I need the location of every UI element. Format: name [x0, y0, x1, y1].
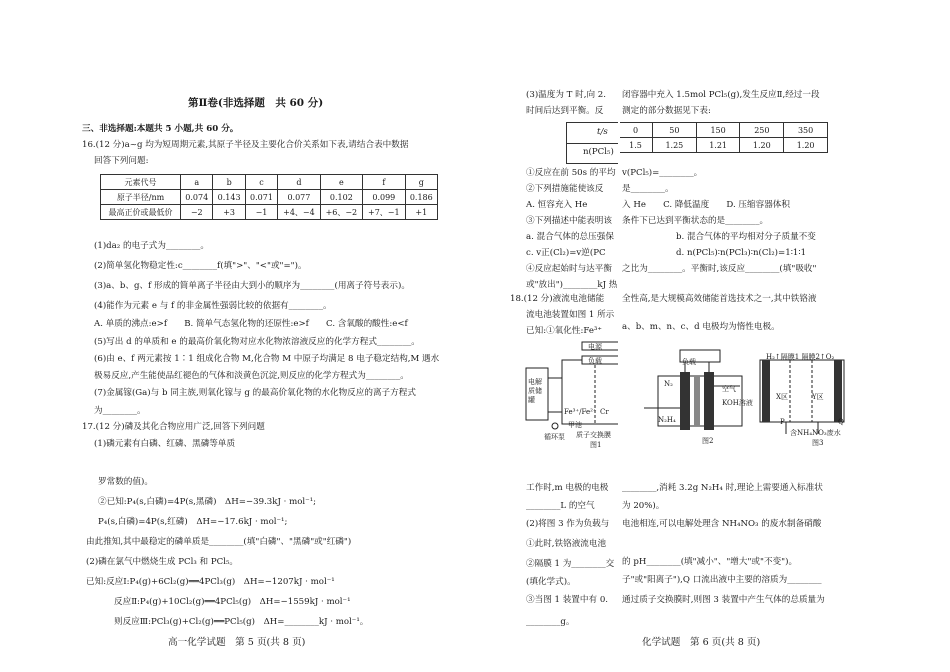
table-header-row: [101, 175, 438, 190]
table-row-moles: [620, 138, 828, 153]
time-header: t/s: [597, 127, 608, 137]
table-cell: d: [278, 175, 320, 190]
q18-part2: (2)将图 3 作为负载与: [526, 519, 610, 529]
q18-part2-sub2: ②隔膜 1 为________交: [526, 559, 615, 569]
time-table-right: [620, 122, 828, 153]
q16-intro-line1: 16.(12 分)a~g 均为短周期元素,其原子半径及主要化合价关系如下表,请结合表中数据: [82, 140, 409, 150]
table-cell: 350: [784, 123, 828, 138]
footer-page5: 高一化学试题 第 5 页(共 8 页): [168, 637, 306, 647]
table-cell: 150: [696, 123, 740, 138]
table-cell: 250: [740, 123, 784, 138]
table-cell: −2: [181, 205, 213, 220]
table-cell: g: [405, 175, 437, 190]
q17-3-sub1: ①反应在前 50s 的平均: [526, 168, 616, 178]
q17-3-sub4: ④反应起始时与达平衡: [526, 264, 612, 274]
table-cell: +4、−4: [278, 205, 320, 220]
table-cell: 原子半径/nm: [101, 190, 181, 205]
reaction-one: 已知:反应Ⅰ:P₄(g)+6Cl₂(g)══4PCl₃(g) ΔH=−1207kJ · mol⁻¹: [86, 577, 335, 587]
q18-right-line2: a、b、m、n、c、d 电极均为惰性电极。: [622, 322, 780, 332]
footer-page6: 化学试题 第 6 页(共 8 页): [642, 637, 761, 648]
left-page-bottom: [84, 461, 456, 647]
fig3-x-region: X区: [776, 393, 788, 401]
fig2-load-label: 负载: [682, 358, 696, 366]
fig1-membrane-label: 质子交换膜: [576, 431, 611, 439]
left-page-top: [80, 88, 458, 450]
table-cell: b: [213, 175, 245, 190]
time-table-left: [566, 122, 618, 164]
q17-3-right-line2: 测定的部分数据见下表:: [622, 106, 711, 116]
q17-3-opt-c: c. v正(Cl₂)=v逆(PC: [526, 248, 606, 258]
fig1-power-label: 电源: [588, 343, 602, 351]
continued-line: 罗常数的值)。: [98, 477, 153, 487]
fig2-n2-label: N₂: [664, 380, 673, 388]
q18-air-volume: ________L 的空气: [526, 501, 595, 511]
fig2-caption: 图2: [702, 437, 714, 445]
table-cell: e: [320, 175, 362, 190]
q18-intro-line3: 已知:①氧化性:Fe³⁺: [526, 326, 602, 336]
fig3-waste-label: 含NH₄NO₃废水: [790, 429, 841, 437]
table-cell: 0.143: [213, 190, 245, 205]
fig1-load-label: 负载: [588, 357, 602, 365]
q18-consume-line: ________,消耗 3.2g N₂H₄ 时,理论上需要通入标准状: [622, 483, 823, 493]
black-phosphorus-equation: ②已知:P₄(s,白磷)=4P(s,黑磷) ΔH=−39.3kJ · mol⁻¹;: [98, 497, 317, 507]
fig3-caption: 图3: [812, 439, 824, 447]
table-cell: 0.077: [278, 190, 320, 205]
section-title: 第Ⅱ卷(非选择题 共 60 分): [188, 97, 324, 109]
q16-part5: (5)写出 d 的单质和 e 的最高价氧化物对应水化物浓溶液反应的化学方程式________。: [94, 337, 420, 347]
option-d: d. n(PCl₅)∶n(PCl₃)∶n(Cl₂)=1∶1∶1: [676, 248, 807, 258]
fig1-caption: 图1: [590, 441, 602, 449]
fig2-air-label: 空气: [722, 385, 736, 393]
rate-answer: v(PCl₅)=________。: [622, 168, 703, 178]
reaction-three: 则反应Ⅲ:PCl₃(g)+Cl₂(g)══PCl₅(g) ΔH=________kJ · mol⁻¹。: [114, 617, 369, 627]
reaction-two: 反应Ⅱ:P₄(g)+10Cl₂(g)══4PCl₅(g) ΔH=−1559kJ · mol⁻¹: [114, 597, 351, 607]
q17-part3-line2: 时间后达到平衡。反: [526, 106, 604, 116]
table-row-valence: [101, 205, 438, 220]
q17-part2: (2)磷在氯气中燃烧生成 PCl₃ 和 PCl₅。: [86, 557, 239, 567]
option-b: b. 混合气体的平均相对分子质量不变: [676, 232, 816, 242]
fig3-membrane-labels: H₂↑隔膜1 隔膜2↑O₂: [766, 353, 835, 361]
table-cell: a: [181, 175, 213, 190]
q16-part6-line2: 极易反应,产生能使品红褪色的气体和淡黄色沉淀,则反应的化学方程式为________。: [94, 371, 409, 381]
q16-part4-options: A. 单质的沸点:e>f B. 简单气态氢化物的还原性:e>f C. 含氧酸的酸性:e<f: [94, 319, 408, 329]
right-column-top: [620, 88, 880, 450]
npcl5-header: n(PCl₅): [583, 147, 614, 157]
q17-intro: 17.(12 分)磷及其化合物应用广泛,回答下列问题: [82, 422, 265, 432]
table-cell: 0.071: [245, 190, 277, 205]
table-cell: 1.20: [784, 138, 828, 153]
equilibrium-question: 条件下已达到平衡状态的是________。: [622, 216, 769, 226]
q16-part4: (4)能作为元素 e 与 f 的非金属性强弱比较的依据有________。: [94, 301, 332, 311]
table-cell: 0: [620, 123, 653, 138]
q18-percent-line: 为 20%)。: [622, 501, 665, 511]
table-cell: 1.25: [653, 138, 697, 153]
q18-ph-line: 的 pH________(填"减小"、"增大"或"不变")。: [622, 557, 798, 567]
q18-intro-line2: 流电池装置如图 1 所示: [526, 310, 615, 320]
table-row-radius: [101, 190, 438, 205]
fig2-n2h4-label: N₂H₄: [658, 416, 676, 424]
q17-3-sub2: ②下列措施能使该反: [526, 184, 604, 194]
table-row-time: [620, 123, 828, 138]
q18-electrolysis-line: 电池相连,可以电解处理含 NH₄NO₃ 的废水制备硝酸: [622, 519, 822, 529]
q16-part7-line1: (7)金属镓(Ga)与 b 同主族,则氧化镓与 g 的最高价氧化物的水化物反应的离子方程式: [94, 388, 416, 398]
q17-3-sub4-cont: 或"放出")________kJ 热: [526, 280, 618, 290]
table-cell: 0.102: [320, 190, 362, 205]
q16-part3: (3)a、b、g、f 形成的简单离子半径由大到小的顺序为________(用离子符号表示)。: [94, 281, 410, 291]
table-cell: 0.074: [181, 190, 213, 205]
table-cell: +6、−2: [320, 205, 362, 220]
fig1-tank-label: 电解质储罐: [528, 378, 542, 404]
middle-column-top: [508, 88, 618, 450]
table-cell: 50: [653, 123, 697, 138]
fig1-pump-label: 循环泵: [544, 433, 565, 441]
q18-part2-sub2-cont: (填化学式)。: [526, 577, 576, 587]
q16-part2: (2)简单氢化物稳定性:c________f(填">"、"<"或"=")。: [94, 261, 307, 271]
table-cell: 最高正价或最低价: [101, 205, 181, 220]
table-cell: 0.099: [363, 190, 405, 205]
q18-gas-mass-line: 通过质子交换膜时,则图 3 装置中产生气体的总质量为: [622, 595, 825, 605]
table-cell: 0.186: [405, 190, 437, 205]
table-cell: f: [363, 175, 405, 190]
options-bcd: 入 He C. 降低温度 D. 压缩容器体积: [622, 200, 790, 210]
q16-part1: (1)da₂ 的电子式为________。: [94, 241, 209, 251]
table-cell: +3: [213, 205, 245, 220]
fig3-q-label: Q: [838, 418, 844, 426]
fig3-p-label: P: [780, 418, 785, 426]
q18-work-line: 工作时,m 电极的电极: [526, 483, 609, 493]
q18-answer-blank: ________g。: [526, 617, 575, 627]
part-three-heading: 三、非选择题:本题共 5 小题,共 60 分。: [82, 124, 239, 134]
middle-column-bottom: [510, 461, 618, 617]
table-cell: 1.5: [620, 138, 653, 153]
ratio-question: 之比为________。平衡时,该反应________(填"吸收": [622, 264, 817, 274]
q17-3-right-line1: 闭容器中充入 1.5mol PCl₅(g),发生反应Ⅱ,经过一段: [622, 90, 820, 100]
table-cell: 元素代号: [101, 175, 181, 190]
right-column-bottom: [620, 461, 876, 651]
fig1-cr-label: Cr: [600, 408, 609, 416]
q17-3-sub3: ③下列描述中能表明该: [526, 216, 612, 226]
q17-part1: (1)磷元素有白磷、红磷、黑磷等单质: [94, 439, 236, 449]
fig3-y-region: Y区: [812, 393, 824, 401]
table-cell: 1.20: [740, 138, 784, 153]
measure-answer: 是________。: [622, 184, 674, 194]
q18-right-line1: 全性高,是大规模高效储能首选技术之一,其中铁铬液: [622, 294, 817, 304]
q18-part2-sub3: ③当图 1 装置中有 0.: [526, 595, 609, 605]
most-stable-question: 由此推知,其中最稳定的磷单质是________(填"白磷"、"黑磷"或"红磷"): [86, 537, 352, 547]
table-cell: c: [245, 175, 277, 190]
q18-part2-sub1: ①此时,铁铬液流电池: [526, 539, 607, 549]
element-table: [100, 174, 438, 220]
q16-part6-line1: (6)由 e、f 两元素按 1∶1 组成化合物 M,化合物 M 中原子均满足 8 电子稳定结构,M 遇水: [94, 354, 440, 364]
table-cell: +1: [405, 205, 437, 220]
q16-intro-line2: 回答下列问题:: [94, 156, 149, 166]
fig2-koh-label: KOH溶液: [722, 399, 753, 407]
table-cell: +7、−1: [363, 205, 405, 220]
fig1-pool-label: 甲池: [568, 421, 582, 429]
fig1-ion-label: Fe³⁺/Fe²⁺: [564, 408, 597, 416]
q17-3-opt-a: A. 恒容充入 He: [526, 200, 588, 210]
q16-part7-line2: 为________。: [94, 406, 146, 416]
red-phosphorus-equation: P₄(s,白磷)=4P(s,红磷) ΔH=−17.6kJ · mol⁻¹;: [98, 517, 288, 527]
q17-part3-line1: (3)温度为 T 时,向 2.: [526, 90, 607, 100]
table-cell: 1.21: [696, 138, 740, 153]
q18-membrane-line: 子"或"阳离子"),Q 口流出液中主要的溶质为________: [622, 575, 822, 585]
q18-intro-line1: 18.(12 分)液流电池储能: [510, 294, 605, 304]
q17-3-opt-a2: a. 混合气体的总压强保: [526, 232, 614, 242]
table-cell: −1: [245, 205, 277, 220]
